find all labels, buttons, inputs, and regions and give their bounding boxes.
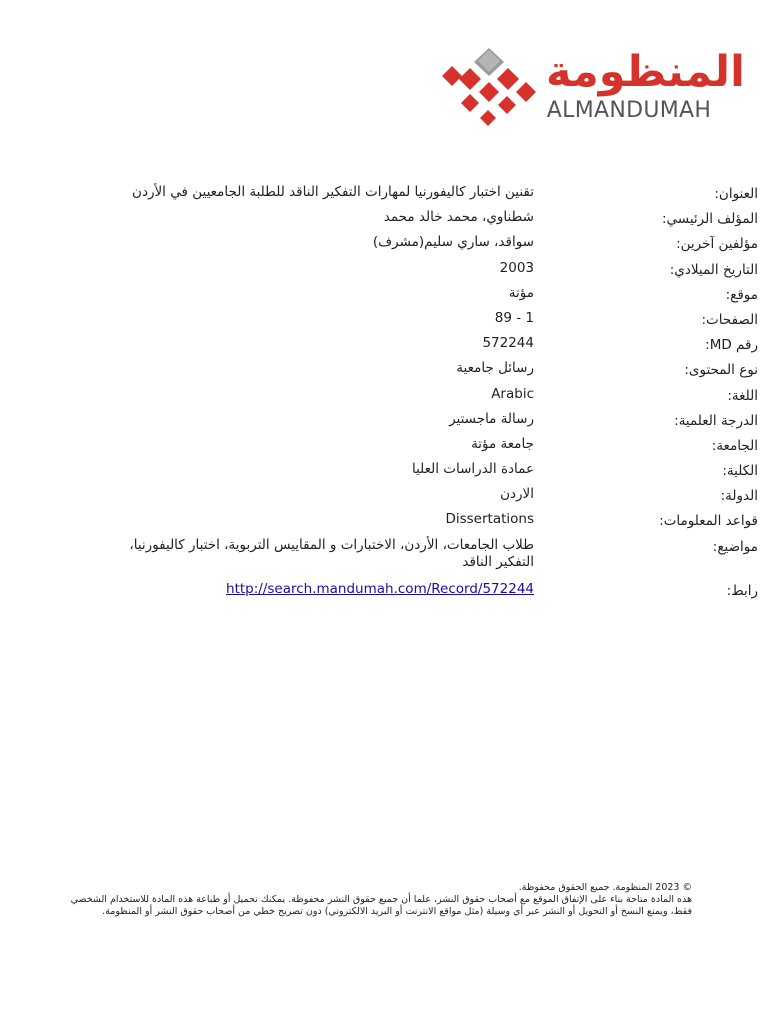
field-label: رقم MD: <box>705 337 758 354</box>
field-other-authors <box>60 230 758 255</box>
field-label: موقع: <box>725 286 758 303</box>
field-value: الاردن <box>500 486 534 503</box>
field-value: عمادة الدراسات العليا <box>411 461 534 478</box>
field-label: رابط: <box>726 582 758 599</box>
field-databases <box>60 507 758 532</box>
field-university <box>60 432 758 457</box>
field-date <box>60 256 758 281</box>
field-md-number <box>60 331 758 356</box>
logo-arabic-text: المنظومة <box>546 47 745 97</box>
almandumah-logo <box>440 47 745 132</box>
field-value: Arabic <box>491 385 534 402</box>
field-label: الدولة: <box>720 488 758 505</box>
field-label: الجامعة: <box>711 437 758 454</box>
field-value: سواقد، ساري سليم(مشرف) <box>372 234 534 251</box>
field-label: المؤلف الرئيسي: <box>661 211 758 228</box>
field-label: مؤلفين آخرين: <box>676 236 758 253</box>
field-value: 1 - 89 <box>494 309 534 326</box>
field-label: مواضيع: <box>712 538 758 555</box>
logo-diamonds-icon <box>440 48 552 132</box>
copyright-line: © 2023 المنظومة. جميع الحقوق محفوظة. <box>518 882 692 893</box>
field-value: شطناوي، محمد خالد محمد <box>383 209 534 226</box>
field-value: Dissertations <box>445 511 534 528</box>
field-value: تقنين اختبار كاليفورنيا لمهارات التفكير الناقد للطلبة الجامعيين في الأردن <box>132 184 534 200</box>
record-metadata <box>60 180 758 602</box>
field-value: رسالة ماجستير <box>449 410 534 427</box>
field-label: الصفحات: <box>701 311 758 328</box>
field-value: مؤتة <box>508 284 534 301</box>
field-degree <box>60 407 758 432</box>
field-main-author <box>60 205 758 230</box>
field-title <box>60 180 758 205</box>
copyright-footer <box>56 882 692 918</box>
field-location <box>60 281 758 306</box>
field-value <box>100 581 534 598</box>
field-label: العنوان: <box>714 186 758 202</box>
field-value: جامعة مؤتة <box>471 435 534 452</box>
field-pages <box>60 306 758 331</box>
field-subjects <box>60 533 758 577</box>
copyright-notice: هذه المادة متاحة بناء على الإتفاق الموقع مع أصحاب حقوق النشر، علما أن جميع حقوق النشر محفوظة. يمكنك تحميل أو طباعة هذه المادة للاستخدام الشخصي فقط، ويمنع النسخ أو التحويل أو النشر عبر أي وسيلة (مثل مواقع الانترنت أو البريد الالكتروني) دون تصريح خطي من أصحاب حقوق النشر أو المنظومة. <box>70 894 692 917</box>
field-label: اللغة: <box>727 387 758 404</box>
field-label: التاريخ الميلادي: <box>669 261 758 278</box>
field-label: الدرجة العلمية: <box>674 412 758 429</box>
logo-latin-text: ALMANDUMAH <box>546 98 712 123</box>
field-value: 2003 <box>499 259 534 276</box>
field-faculty <box>60 457 758 482</box>
field-label: قواعد المعلومات: <box>659 513 758 530</box>
field-value: 572244 <box>482 335 534 352</box>
field-value: رسائل جامعية <box>456 360 534 377</box>
field-value: طلاب الجامعات، الأردن، الاختبارات و المقاييس التربوية، اختبار كاليفورنيا، التفكير الناقد <box>129 536 534 570</box>
field-language <box>60 382 758 407</box>
field-label: نوع المحتوى: <box>684 362 758 379</box>
field-link <box>60 577 758 602</box>
field-country <box>60 482 758 507</box>
field-label: الكلية: <box>722 463 758 480</box>
record-link[interactable]: http://search.mandumah.com/Record/572244 <box>226 580 534 597</box>
field-content-type <box>60 356 758 381</box>
